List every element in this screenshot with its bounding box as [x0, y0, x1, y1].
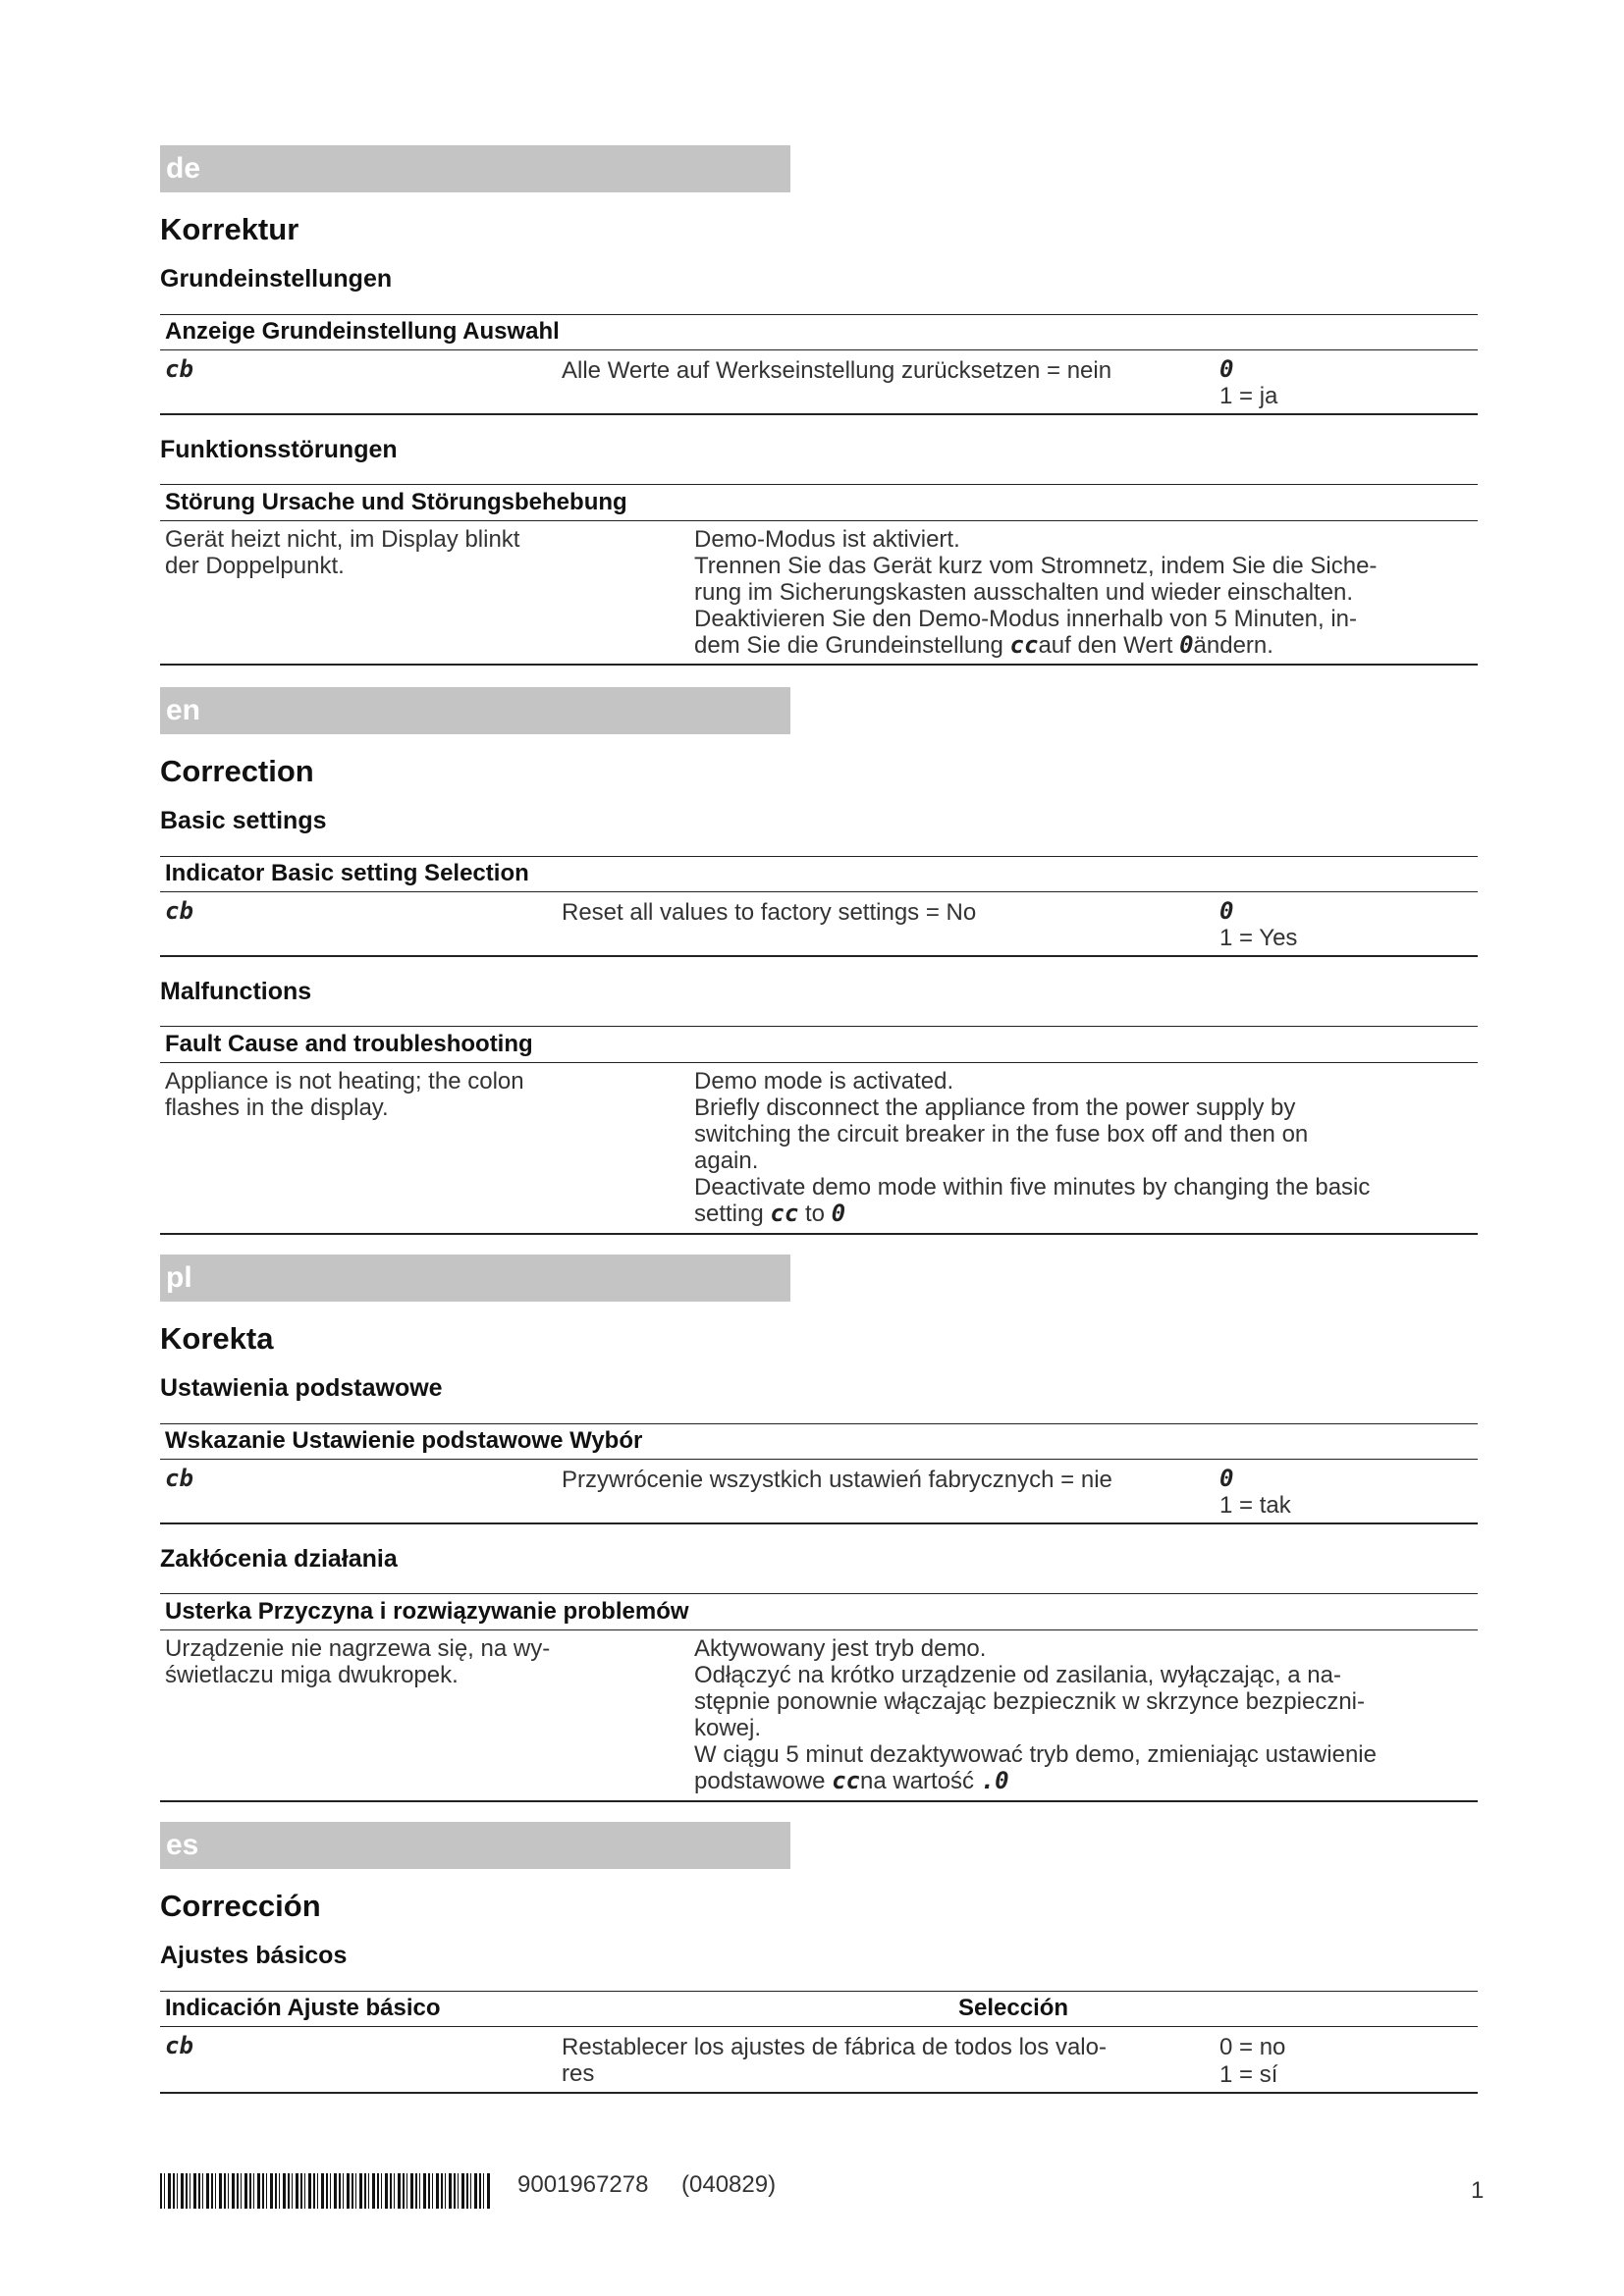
- table-top-rule: [160, 1423, 1478, 1424]
- basic-desc-es: Restablecer los ajustes de fábrica de todos los valo- res: [562, 2034, 1107, 2087]
- fault-text-pl: Urządzenie nie nagrzewa się, na wy- świetlaczu miga dwukropek.: [165, 1635, 551, 1688]
- section-title-en: Correction: [160, 754, 314, 788]
- section-title-es: Corrección: [160, 1889, 321, 1923]
- table-bottom-rule: [160, 1522, 1478, 1524]
- basic-table-header2-es: Selección: [958, 1995, 1069, 2021]
- table-bottom-rule: [160, 955, 1478, 957]
- remedy-text-en: Demo mode is activated. Briefly disconnect the appliance from the power supply by switching the circuit breaker in the fuse box off and then on again. Deactivate demo mode within five minutes by changing the basic setting cc to 0: [694, 1068, 1371, 1227]
- basic-value1-en: 0: [1219, 897, 1234, 925]
- basic-value1-pl: 0: [1219, 1465, 1234, 1492]
- language-bar-pl: pl: [160, 1255, 790, 1302]
- basic-value2-en: 1 = Yes: [1219, 925, 1298, 951]
- setting-code-en: cb: [165, 897, 193, 925]
- table-header-rule: [160, 2026, 1478, 2027]
- table-bottom-rule: [160, 664, 1478, 666]
- setting-code-cc: cc: [832, 1767, 860, 1794]
- table-bottom-rule: [160, 413, 1478, 415]
- page-number: 1: [1471, 2177, 1485, 2204]
- malf-table-header-pl: Usterka Przyczyna i rozwiązywanie problemów: [165, 1598, 689, 1625]
- setting-code-cc: cc: [1009, 631, 1039, 659]
- malf-table-header-en: Fault Cause and troubleshooting: [165, 1031, 533, 1057]
- table-top-rule: [160, 484, 1478, 485]
- basic-table-header-en: Indicator Basic setting Selection: [165, 860, 529, 886]
- basic-value2-es: 1 = sí: [1219, 2061, 1278, 2088]
- doc-number: 9001967278: [517, 2171, 649, 2198]
- basic-table-header-es: Indicación Ajuste básico: [165, 1995, 441, 2021]
- language-bar-de: de: [160, 145, 790, 192]
- setting-value: 0: [831, 1200, 846, 1227]
- table-bottom-rule: [160, 2092, 1478, 2094]
- table-top-rule: [160, 314, 1478, 315]
- setting-value: .0: [980, 1767, 1009, 1794]
- table-top-rule: [160, 856, 1478, 857]
- table-header-rule: [160, 891, 1478, 892]
- malfunctions-heading-en: Malfunctions: [160, 978, 312, 1005]
- basic-table-header-de: Anzeige Grundeinstellung Auswahl: [165, 318, 560, 345]
- language-bar-en: en: [160, 687, 790, 734]
- table-bottom-rule: [160, 1800, 1478, 1802]
- setting-code-de: cb: [165, 355, 193, 383]
- setting-code-es: cb: [165, 2032, 193, 2059]
- doc-date: (040829): [681, 2171, 777, 2198]
- basic-value2-de: 1 = ja: [1219, 383, 1278, 409]
- table-header-rule: [160, 520, 1478, 521]
- barcode-image: [160, 2173, 492, 2209]
- basic-value1-es: 0 = no: [1219, 2034, 1286, 2060]
- basic-desc-en: Reset all values to factory settings = No: [562, 899, 977, 926]
- table-bottom-rule: [160, 1233, 1478, 1235]
- basic-settings-heading-de: Grundeinstellungen: [160, 265, 393, 293]
- basic-desc-de: Alle Werte auf Werkseinstellung zurücksetzen = nein: [562, 357, 1112, 384]
- malfunctions-heading-de: Funktionsstörungen: [160, 436, 398, 463]
- remedy-text-de: Demo-Modus ist aktiviert. Trennen Sie das Gerät kurz vom Stromnetz, indem Sie die Siche- rung im Sicherungskasten ausschalten und wieder einschalten. Deaktivieren Sie den Demo-Modus innerhalb von 5 Minuten, in- dem Sie die Grundeinstellung ccauf den Wert 0ändern.: [694, 526, 1378, 659]
- language-bar-es: es: [160, 1822, 790, 1869]
- table-header-rule: [160, 349, 1478, 350]
- basic-settings-heading-es: Ajustes básicos: [160, 1942, 348, 1969]
- setting-value: 0: [1179, 631, 1194, 659]
- section-title-de: Korrektur: [160, 212, 299, 246]
- table-top-rule: [160, 1026, 1478, 1027]
- malf-table-header-de: Störung Ursache und Störungsbehebung: [165, 489, 627, 515]
- basic-value1-de: 0: [1219, 355, 1234, 383]
- table-header-rule: [160, 1459, 1478, 1460]
- setting-code-cc: cc: [770, 1200, 799, 1227]
- section-title-pl: Korekta: [160, 1321, 274, 1356]
- malfunctions-heading-pl: Zakłócenia działania: [160, 1545, 398, 1573]
- table-header-rule: [160, 1629, 1478, 1630]
- basic-value2-pl: 1 = tak: [1219, 1492, 1291, 1519]
- fault-text-en: Appliance is not heating; the colon flashes in the display.: [165, 1068, 524, 1121]
- table-header-rule: [160, 1062, 1478, 1063]
- table-top-rule: [160, 1593, 1478, 1594]
- basic-settings-heading-pl: Ustawienia podstawowe: [160, 1374, 443, 1402]
- table-top-rule: [160, 1991, 1478, 1992]
- basic-settings-heading-en: Basic settings: [160, 807, 327, 834]
- basic-table-header-pl: Wskazanie Ustawienie podstawowe Wybór: [165, 1427, 643, 1454]
- fault-text-de: Gerät heizt nicht, im Display blinkt der Doppelpunkt.: [165, 526, 520, 579]
- remedy-text-pl: Aktywowany jest tryb demo. Odłączyć na krótko urządzenie od zasilania, wyłączając, a na- stępnie ponownie włączając bezpiecznik w skrzynce bezpieczni- kowej. W ciągu 5 minut dezaktywować tryb demo, zmieniając ustawienie podstawowe ccna wartość .0: [694, 1635, 1377, 1794]
- basic-desc-pl: Przywrócenie wszystkich ustawień fabrycznych = nie: [562, 1467, 1112, 1493]
- setting-code-pl: cb: [165, 1465, 193, 1492]
